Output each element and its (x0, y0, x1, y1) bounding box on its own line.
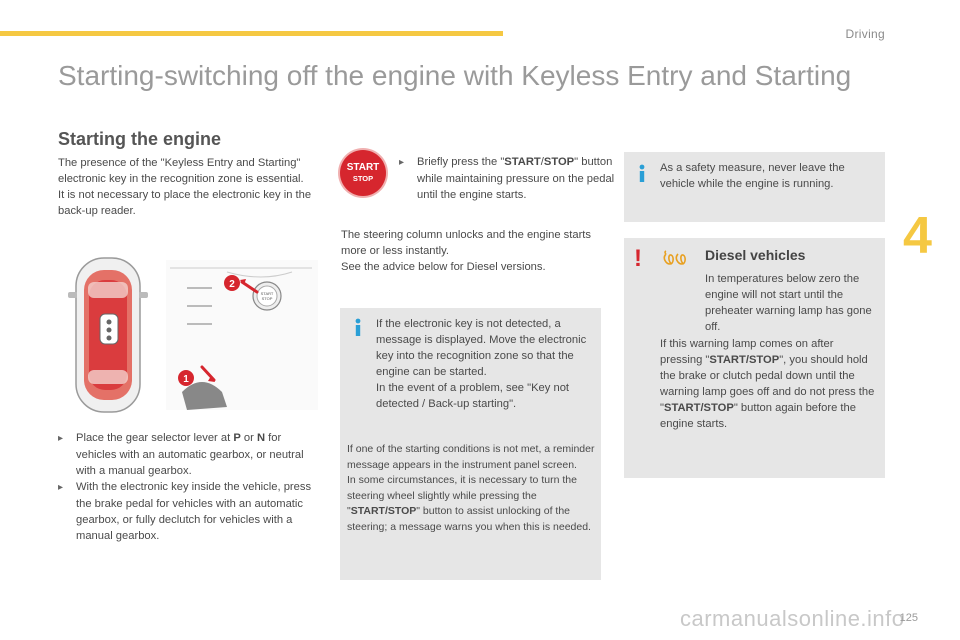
safety-text: As a safety measure, never leave the vehicle while the engine is running. (660, 162, 845, 190)
info-icon (636, 164, 648, 182)
mini-start-label: START (260, 291, 274, 296)
list-item: ▸ With the electronic key inside the vehicle, press the brake pedal for vehicles with an automatic gearbox, or fully declutch for vehicles with a manual gearbox. (58, 481, 312, 542)
watermark: carmanualsonline.info (680, 606, 905, 631)
callout-2 (224, 275, 240, 291)
list-item: ▸ Place the gear selector lever at P or N for vehicles with an automatic gearbox, or neutral with a manual gearbox. (58, 432, 304, 477)
diesel-title: Diesel vehicles (705, 247, 806, 263)
car-top-view (68, 258, 148, 412)
callout-2-number: 2 (229, 279, 235, 290)
diesel-paragraph-2: If this warning lamp comes on after pressing "START/STOP", you should hold the brake or clutch pedal down until the warning lamp goes off and do not press the "START/STOP" button again before the engine starts. (660, 338, 875, 430)
exclamation-icon: ! (634, 245, 642, 272)
mini-stop-label: STOP (261, 296, 273, 301)
callout-1 (178, 370, 194, 386)
info-box-conditions-text: If one of the starting conditions is not met, a reminder message appears in the instrument panel screen. In some circumstances, it is necessary to turn the steering wheel slightly while pressing the "START/STOP" button to assist unlocking of the steering; a message warns you when this is needed. (347, 443, 595, 533)
page-number: 125 (899, 612, 918, 624)
triangle-right-icon: ▸ (58, 433, 64, 444)
car-illustration (62, 252, 322, 422)
steering-text: The steering column unlocks and the engine starts more or less instantly. See the advice below for Diesel versions. (341, 229, 591, 273)
intro-text (58, 155, 320, 219)
glow-plug-icon (662, 250, 692, 270)
triangle-right-icon: ▸ (399, 157, 405, 168)
info-box-key-text: If the electronic key is not detected, a message is displayed. Move the electronic key into the recognition zone so that the engine can be started. In the event of a problem, see "Key not detected / Back-up starting". (376, 318, 587, 410)
page-title: Starting-switching off the engine with Keyless Entry and Starting (58, 60, 852, 91)
section-heading: Starting the engine (58, 129, 222, 149)
top-accent-bar (0, 31, 503, 36)
section-label: Driving (845, 27, 885, 41)
chapter-number: 4 (903, 207, 932, 265)
start-stop-button-icon: START STOP (340, 150, 386, 196)
steps-list (58, 430, 316, 544)
diesel-paragraph-1: In temperatures below zero the engine will not start until the preheater warning lamp has gone off. (705, 273, 872, 333)
press-step: ▸ Briefly press the "START/STOP" button while maintaining pressure on the pedal until the engine starts. (399, 156, 615, 201)
callout-1-number: 1 (183, 374, 189, 385)
dashboard-sketch (166, 260, 318, 410)
triangle-right-icon: ▸ (58, 482, 64, 493)
intro-paragraph-1: The presence of the "Keyless Entry and Starting" electronic key in the recognition zone is essential. (58, 157, 304, 185)
intro-paragraph-2: It is not necessary to place the electronic key in the back-up reader. (58, 189, 312, 217)
info-icon (352, 318, 364, 336)
